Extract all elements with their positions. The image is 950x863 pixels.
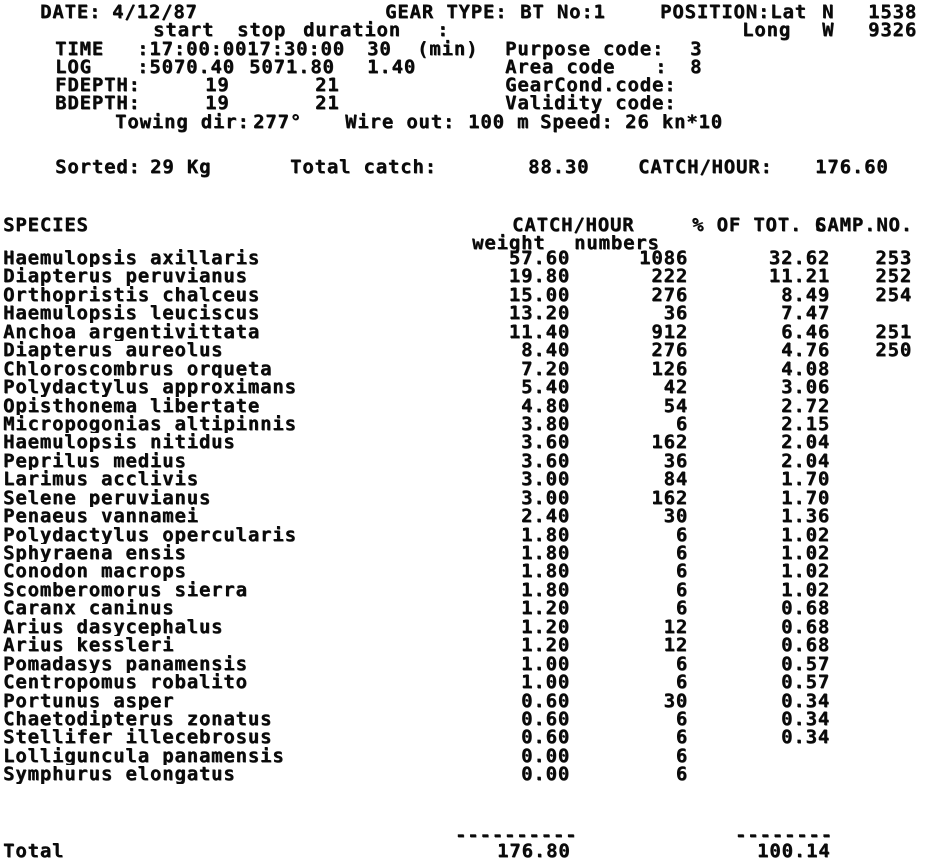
table-row [0, 505, 950, 528]
species-name: Chloroscombrus orqueta [3, 359, 273, 379]
species-name: Opisthonema libertate [3, 396, 261, 415]
numbers-value: 12 [663, 615, 688, 638]
bdepth-stop-value: 21 [315, 92, 340, 114]
time-unit: (min) [417, 38, 479, 60]
species-name: Haemulopsis leuciscus [3, 304, 261, 323]
samp-no-value [830, 562, 912, 580]
table-row [0, 468, 950, 491]
totals-line [0, 842, 950, 861]
numbers-value: 6 [675, 597, 688, 620]
numbers-value: 6 [675, 671, 688, 694]
samp-no-value [830, 765, 912, 783]
pct-value: 0.34 [781, 707, 830, 730]
header-line-1 [0, 3, 950, 22]
pct-value: 11.21 [768, 265, 830, 288]
weight-value: 1.20 [521, 597, 570, 620]
lat-hemisphere: N [822, 1, 835, 23]
numbers-value: 276 [651, 339, 688, 362]
purpose-code-label: Purpose code: [505, 38, 665, 60]
fdepth-start-value: 19 [205, 74, 230, 96]
gear-type-label: GEAR TYPE: [385, 1, 508, 23]
numbers-value: 36 [663, 449, 688, 472]
weight-value: 0.60 [521, 726, 570, 749]
species-name: Centropomus robalito [3, 673, 248, 692]
samp-no-value [830, 655, 912, 673]
weight-value: 7.20 [521, 357, 570, 380]
time-label: TIME [55, 38, 104, 60]
date-label: DATE: [40, 1, 102, 23]
species-name: Scomberomorus sierra [3, 580, 248, 600]
pct-value [688, 747, 830, 765]
species-name: Conodon macrops [3, 562, 187, 581]
species-name: Orthopristis chalceus [3, 285, 261, 305]
total-catch-value: 88.30 [528, 156, 590, 178]
samp-no-value [830, 360, 912, 378]
log-start-value: :5070.40 [137, 56, 235, 78]
species-name: Caranx caninus [3, 599, 175, 618]
species-name: Diapterus peruvianus [3, 267, 248, 286]
samp-no-value [830, 507, 912, 525]
time-stop-value: 17:30:00 [247, 38, 345, 60]
total-pct-value: 100.14 [757, 840, 831, 862]
pct-value: 0.68 [781, 597, 830, 620]
weight-total-dashes: ---------- [455, 824, 578, 846]
pct-value: 6.46 [781, 320, 830, 343]
samp-no-value [830, 415, 912, 433]
pct-value: 8.49 [781, 283, 830, 306]
weight-value: 57.60 [508, 247, 570, 269]
samp-no-value [830, 452, 912, 470]
species-name: Pomadasys panamensis [3, 654, 248, 674]
samp-no-value [830, 489, 912, 507]
numbers-value: 12 [663, 634, 688, 657]
species-name: Larimus acclivis [3, 470, 199, 489]
speed-label: Speed: [540, 111, 614, 133]
weight-value: 0.60 [521, 689, 570, 712]
numbers-value: 6 [675, 560, 688, 583]
species-name: Chaetodipterus zonatus [3, 709, 273, 729]
weight-value: 13.20 [508, 302, 570, 325]
lat-value: 1538 [868, 1, 917, 23]
species-name: Arius dasycephalus [3, 617, 224, 637]
weight-value: 1.00 [521, 671, 570, 694]
fdepth-stop-value: 21 [315, 74, 340, 96]
header-line-log [0, 58, 950, 77]
numbers-value: 6 [675, 744, 688, 767]
table-row [0, 376, 950, 399]
weight-value: 3.60 [521, 431, 570, 454]
log-duration-value: 1.40 [367, 56, 416, 78]
bdepth-label: BDEPTH: [55, 92, 141, 114]
speed-value: 26 kn*10 [625, 111, 723, 133]
samp-no-value [830, 692, 912, 710]
numbers-value: 36 [663, 302, 688, 325]
pct-total-dashes: -------- [735, 824, 833, 846]
column-caption-colon: : [437, 19, 450, 41]
catch-hour-value: 176.60 [815, 156, 889, 178]
total-weight-value: 176.80 [497, 840, 571, 862]
column-caption-start: start [153, 19, 215, 41]
samp-no-value [830, 397, 912, 415]
pct-value: 7.47 [781, 302, 830, 325]
samp-no-value: 254 [875, 283, 912, 306]
numbers-value: 42 [663, 376, 688, 399]
area-code-value: 8 [690, 56, 703, 78]
species-name: Haemulopsis nitidus [3, 433, 236, 452]
pct-value: 4.76 [781, 339, 830, 362]
total-label: Total [3, 840, 65, 862]
samp-no-value [830, 378, 912, 396]
pct-value: 0.34 [781, 689, 830, 712]
col-subheader-weight: weight [472, 232, 546, 254]
weight-value: 1.20 [521, 615, 570, 638]
samp-no-value [830, 728, 912, 746]
pct-value: 0.34 [781, 726, 830, 749]
long-value: 9326 [868, 19, 917, 41]
weight-value: 1.80 [521, 542, 570, 564]
area-code-label: Area code [505, 56, 616, 78]
position-lat-label: POSITION:Lat [660, 1, 807, 23]
samp-no-value [830, 599, 912, 617]
samp-no-value [830, 526, 912, 544]
species-name: Symphurus elongatus [3, 765, 236, 784]
col-header-samp-no: SAMP.NO. [815, 214, 913, 236]
samp-no-value: 252 [875, 265, 912, 288]
species-name: Selene peruvianus [3, 488, 212, 508]
species-name: Polydactylus approximans [3, 378, 297, 397]
pct-value: 1.36 [781, 505, 830, 528]
pct-value: 3.06 [781, 376, 830, 399]
numbers-value: 6 [675, 652, 688, 675]
pct-value: 32.62 [768, 247, 830, 269]
numbers-value: 84 [663, 468, 688, 491]
table-row [0, 302, 950, 325]
pct-value: 0.68 [781, 615, 830, 638]
numbers-value: 162 [651, 431, 688, 454]
weight-value: 3.00 [521, 486, 570, 509]
samp-no-value [830, 710, 912, 728]
header-line-fdepth [0, 76, 950, 95]
samp-no-value [830, 470, 912, 488]
species-name: Arius kessleri [3, 636, 175, 655]
species-name: Haemulopsis axillaris [3, 249, 261, 268]
wire-out-value: 100 m [468, 111, 530, 133]
pct-value: 0.68 [781, 634, 830, 657]
samp-no-value [830, 673, 912, 691]
wire-out-label: Wire out: [345, 111, 456, 133]
samp-no-value [830, 544, 912, 562]
samp-no-value [830, 433, 912, 451]
species-name: Anchoa argentivittata [3, 322, 261, 342]
pct-value: 2.15 [781, 412, 830, 435]
weight-value: 0.00 [521, 763, 570, 786]
weight-value: 15.00 [508, 283, 570, 306]
date-value: 4/12/87 [112, 1, 198, 23]
pct-value: 4.08 [781, 357, 830, 380]
gear-type-value: BT No:1 [520, 1, 606, 23]
table-row [0, 763, 950, 786]
pct-value: 2.04 [781, 431, 830, 454]
col-subheader-numbers: numbers [574, 232, 660, 254]
species-name: Polydactylus opercularis [3, 525, 297, 544]
pct-value: 1.02 [781, 560, 830, 583]
long-label: Long [742, 19, 791, 41]
weight-value: 1.80 [521, 560, 570, 583]
summary-line [0, 158, 950, 177]
weight-value: 4.80 [521, 394, 570, 417]
fdepth-label: FDEPTH: [55, 74, 141, 96]
numbers-value: 6 [675, 542, 688, 564]
species-name: Stellifer illecebrosus [3, 728, 273, 747]
pct-value: 1.70 [781, 468, 830, 491]
sorted-label: Sorted: [55, 156, 141, 178]
numbers-value: 6 [675, 726, 688, 749]
pct-value: 0.57 [781, 671, 830, 694]
weight-value: 8.40 [521, 339, 570, 362]
log-label: LOG [55, 56, 92, 78]
numbers-value: 6 [675, 707, 688, 730]
table-row [0, 726, 950, 749]
samp-no-value [830, 581, 912, 599]
species-name: Micropogonias altipinnis [3, 414, 297, 434]
long-hemisphere: W [822, 19, 835, 41]
species-name: Penaeus vannamei [3, 507, 199, 526]
weight-value: 2.40 [521, 505, 570, 528]
weight-value: 11.40 [508, 320, 570, 343]
gearcond-code-label: GearCond.code: [505, 74, 677, 96]
towing-dir-value: 277° [253, 111, 302, 133]
table-row [0, 671, 950, 694]
species-name: Diapterus aureolus [3, 341, 224, 360]
column-caption-stop: stop [237, 19, 286, 41]
numbers-value: 6 [675, 578, 688, 601]
pct-value: 2.04 [781, 449, 830, 472]
table-row [0, 634, 950, 657]
weight-value: 3.60 [521, 449, 570, 472]
col-header-catch-hour: CATCH/HOUR [512, 214, 635, 236]
numbers-value: 6 [675, 523, 688, 546]
numbers-value: 30 [663, 505, 688, 528]
weight-value: 3.80 [521, 412, 570, 435]
species-name: Sphyraena ensis [3, 544, 187, 563]
numbers-value: 276 [651, 283, 688, 306]
pct-value [688, 765, 830, 783]
weight-value: 1.80 [521, 523, 570, 546]
bdepth-start-value: 19 [205, 92, 230, 114]
weight-value: 1.00 [521, 652, 570, 675]
weight-value: 3.00 [521, 468, 570, 491]
col-header-pct-of-tot: % OF TOT. C [692, 214, 827, 236]
species-table-body [0, 249, 950, 784]
weight-value: 19.80 [508, 265, 570, 288]
pct-value: 1.02 [781, 578, 830, 601]
column-caption-duration: duration [303, 19, 401, 41]
weight-value: 0.00 [521, 744, 570, 767]
time-start-value: :17:00:00 [137, 38, 248, 60]
numbers-value: 912 [651, 320, 688, 343]
samp-no-value: 253 [875, 247, 912, 269]
purpose-code-value: 3 [690, 38, 703, 60]
samp-no-value [830, 636, 912, 654]
towing-dir-label: Towing dir: [115, 111, 250, 133]
numbers-value: 126 [651, 357, 688, 380]
catch-hour-label: CATCH/HOUR: [638, 156, 773, 178]
weight-value: 1.80 [521, 578, 570, 601]
log-stop-value: 5071.80 [249, 56, 335, 78]
sorted-value: 29 Kg [150, 156, 212, 178]
validity-code-label: Validity code: [505, 92, 677, 114]
samp-no-value: 250 [875, 339, 912, 362]
numbers-value: 30 [663, 689, 688, 712]
table-row [0, 744, 950, 767]
samp-no-value [830, 618, 912, 636]
numbers-value: 1086 [639, 247, 688, 269]
header-line-towing [0, 113, 950, 132]
pct-value: 1.70 [781, 486, 830, 509]
species-name: Peprilus medius [3, 451, 187, 471]
numbers-value: 162 [651, 486, 688, 509]
weight-value: 5.40 [521, 376, 570, 399]
pct-value: 1.02 [781, 542, 830, 564]
samp-no-value [830, 304, 912, 322]
pct-value: 0.57 [781, 652, 830, 675]
samp-no-value: 251 [875, 320, 912, 343]
pct-value: 2.72 [781, 394, 830, 417]
species-name: Portunus asper [3, 691, 175, 710]
weight-value: 0.60 [521, 707, 570, 730]
table-row [0, 597, 950, 620]
samp-no-value [830, 747, 912, 765]
numbers-value: 6 [675, 763, 688, 786]
species-name: Lolliguncula panamensis [3, 746, 285, 766]
area-code-colon: : [655, 56, 668, 78]
numbers-value: 222 [651, 265, 688, 288]
weight-value: 1.20 [521, 634, 570, 657]
col-header-species: SPECIES [3, 214, 89, 236]
numbers-value: 6 [675, 412, 688, 435]
time-duration-value: 30 [367, 38, 392, 60]
table-row [0, 339, 950, 362]
pct-value: 1.02 [781, 523, 830, 546]
total-catch-label: Total catch: [290, 156, 437, 178]
numbers-value: 54 [663, 394, 688, 417]
